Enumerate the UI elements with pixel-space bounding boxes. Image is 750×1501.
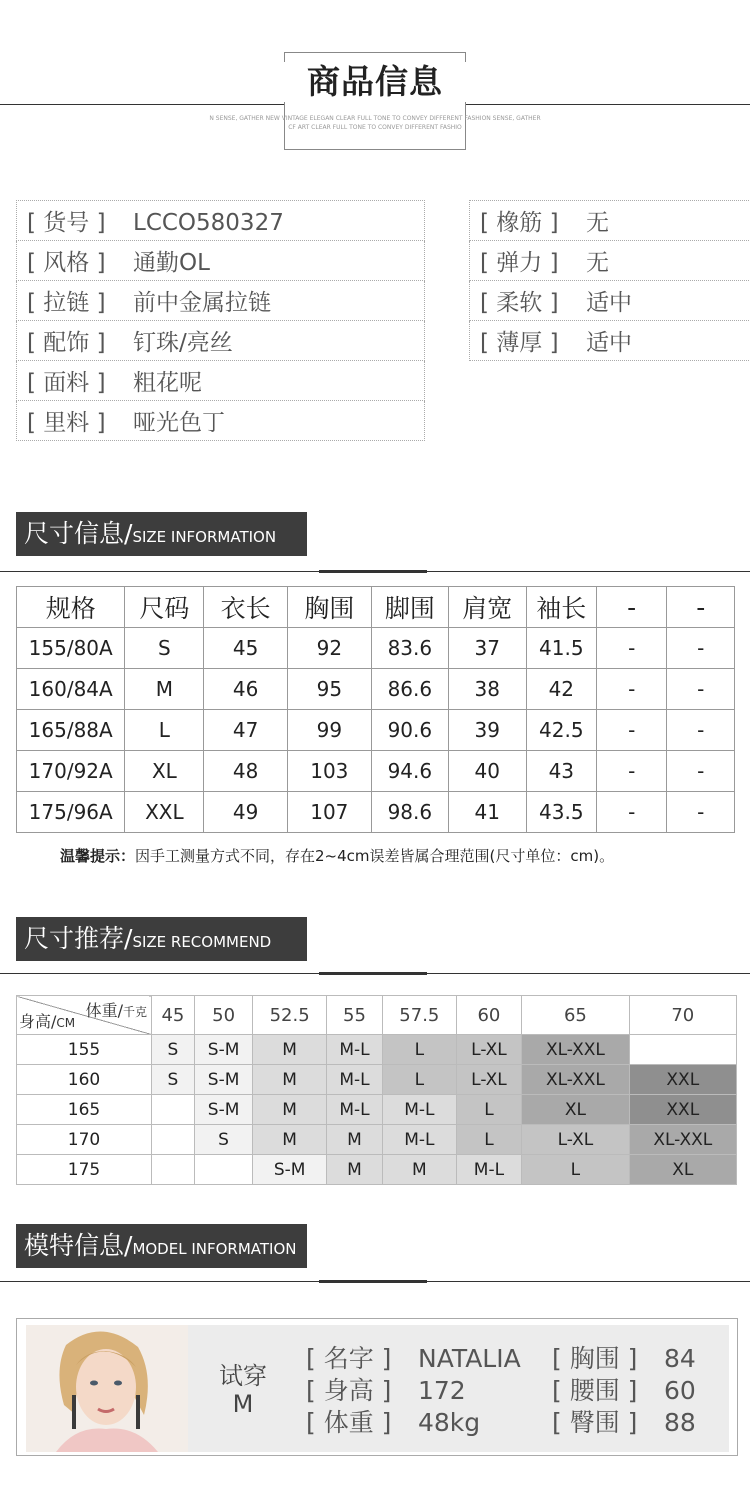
recommend-weight-header: 45 [152,996,195,1035]
model-left-key: [ 名字 ] [306,1344,392,1373]
corner-weight-text: 体重/ [85,1001,123,1020]
model-left-row [306,1343,521,1375]
try-on-size: M [232,1390,254,1418]
recommend-height-cell: 165 [17,1095,152,1125]
size-note-text: 因手工测量方式不同，存在2~4cm误差皆属合理范围(尺寸单位：cm)。 [135,847,615,865]
attribute-right-value: 适中 [586,330,632,356]
recommend-weight-header: 70 [629,996,736,1035]
model-right-value: 60 [664,1376,696,1405]
recommend-size-cell [194,1155,252,1185]
recommend-size-cell: M [326,1155,382,1185]
attribute-left-key: [ 里料 ] [27,410,106,436]
attribute-left-row [17,201,425,241]
size-table-header-cell: 脚围 [371,587,448,628]
attribute-right-row [470,201,750,241]
attribute-left-row [17,361,425,401]
size-table-cell: - [596,710,666,751]
attribute-left-value: LCCO580327 [133,210,284,236]
try-on-info [210,1362,276,1418]
attribute-left-cell [17,281,425,321]
recommend-size-cell: XL [522,1095,629,1125]
size-table-header-cell: 肩宽 [448,587,526,628]
recommend-size-cell: L-XL [456,1035,522,1065]
size-table-cell: 41 [448,792,526,833]
recommend-table [16,995,737,1185]
size-table-header-cell: 衣长 [204,587,288,628]
size-table-cell: - [667,628,735,669]
size-table-cell: 41.5 [526,628,596,669]
attribute-left-key: [ 面料 ] [27,370,106,396]
recommend-size-cell: M [253,1095,327,1125]
size-table-cell: 86.6 [371,669,448,710]
attribute-right-row [470,321,750,361]
attribute-left-cell [17,241,425,281]
header-subtitle-line2: CF ART CLEAR FULL TONE TO CONVEY DIFFERENT FASHIO [288,124,462,131]
attribute-right-cell [470,241,750,281]
attribute-left-cell [17,201,425,241]
recommend-height-cell: 175 [17,1155,152,1185]
attribute-right-value: 无 [586,250,609,276]
size-table-cell: - [667,669,735,710]
corner-height-label [19,1009,75,1032]
model-right-value: 84 [664,1344,696,1373]
attribute-left-value: 前中金属拉链 [133,290,271,316]
attribute-left-value: 通勤OL [133,250,210,276]
recommend-size-cell [629,1035,736,1065]
model-info-accent [319,1280,427,1283]
recommend-size-cell: L [383,1035,457,1065]
recommend-height-cell: 160 [17,1065,152,1095]
size-table-cell: 83.6 [371,628,448,669]
recommend-row [17,1095,737,1125]
recommend-size-cell [152,1125,195,1155]
size-table-row [17,751,735,792]
model-right-key: [ 胸围 ] [552,1344,638,1373]
recommend-size-cell: M-L [326,1035,382,1065]
size-table-cell: 103 [287,751,371,792]
attribute-left-row [17,241,425,281]
model-left-row [306,1375,521,1407]
size-table-row [17,792,735,833]
model-right-row [552,1343,696,1375]
size-table-cell: - [596,628,666,669]
size-recommend-title-en: SIZE RECOMMEND [132,933,272,951]
recommend-size-cell [152,1095,195,1125]
size-table-cell: 107 [287,792,371,833]
size-table-header-cell: 胸围 [287,587,371,628]
size-table-header-cell: - [667,587,735,628]
recommend-size-cell: L-XL [456,1065,522,1095]
recommend-weight-header: 60 [456,996,522,1035]
attribute-left-cell [17,361,425,401]
recommend-size-cell: M-L [383,1095,457,1125]
size-table-cell: - [596,751,666,792]
size-table-cell: 42.5 [526,710,596,751]
recommend-size-cell: L [522,1155,629,1185]
model-info-header [16,1224,307,1268]
size-table-cell: XXL [125,792,204,833]
recommend-size-cell: M [383,1155,457,1185]
attribute-left-key: [ 拉链 ] [27,290,106,316]
attribute-right-key: [ 弹力 ] [480,250,559,276]
model-right-key: [ 腰围 ] [552,1376,638,1405]
size-note-label: 温馨提示： [60,847,136,865]
size-table-cell: 98.6 [371,792,448,833]
size-table-cell: 155/80A [17,628,125,669]
recommend-size-cell: XL [629,1155,736,1185]
attribute-right-key: [ 薄厚 ] [480,330,559,356]
recommend-size-cell: L [456,1125,522,1155]
attribute-left-value: 粗花呢 [133,370,202,396]
size-recommend-header [16,917,307,961]
model-portrait-illustration [26,1325,188,1452]
size-note [60,845,740,866]
size-table-header-cell: 规格 [17,587,125,628]
recommend-size-cell: M-L [326,1065,382,1095]
recommend-height-cell: 170 [17,1125,152,1155]
size-table-header-cell: - [596,587,666,628]
model-info-title-cn: 模特信息/ [24,1231,133,1260]
attribute-right-value: 适中 [586,290,632,316]
recommend-size-cell: S-M [253,1155,327,1185]
recommend-size-cell: XXL [629,1095,736,1125]
attribute-right-cell [470,281,750,321]
attribute-right-row [470,281,750,321]
attribute-right-row [470,241,750,281]
attribute-right-key: [ 柔软 ] [480,290,559,316]
recommend-size-cell: L [456,1095,522,1125]
corner-weight-label [86,998,147,1021]
size-table-cell: 42 [526,669,596,710]
header-subtitle-line1: N SENSE, GATHER NEW VINTAGE ELEGAN CLEAR FULL TONE TO CONVEY DIFFERENT FASHION SENSE, GATHER [209,115,541,122]
recommend-size-cell: M-L [383,1125,457,1155]
recommend-weight-header: 50 [194,996,252,1035]
size-table-cell: XL [125,751,204,792]
size-table-cell: - [596,792,666,833]
size-table-cell: 38 [448,669,526,710]
size-table-cell: 49 [204,792,288,833]
model-fields-right [552,1343,696,1439]
recommend-row [17,1035,737,1065]
attribute-left-row [17,321,425,361]
recommend-size-cell: S-M [194,1065,252,1095]
size-info-accent [319,570,427,573]
model-left-value: 172 [418,1376,466,1405]
attribute-left-key: [ 货号 ] [27,210,106,236]
recommend-weight-header: 65 [522,996,629,1035]
recommend-size-cell: XL-XXL [629,1125,736,1155]
recommend-size-cell: M [253,1125,327,1155]
size-table-cell: - [667,751,735,792]
recommend-size-cell: XXL [629,1065,736,1095]
size-table-row [17,710,735,751]
size-table-cell: - [667,792,735,833]
size-table-cell: 99 [287,710,371,751]
model-left-key: [ 体重 ] [306,1408,392,1437]
size-table-cell: S [125,628,204,669]
size-table-header-row [17,587,735,628]
size-table-cell: 46 [204,669,288,710]
size-table [16,586,735,833]
size-table-cell: 175/96A [17,792,125,833]
recommend-weight-header: 52.5 [253,996,327,1035]
attribute-left-row [17,401,425,441]
attribute-right-cell [470,201,750,241]
recommend-size-cell: M [326,1125,382,1155]
model-left-value: 48kg [418,1408,481,1437]
recommend-size-cell: S [152,1035,195,1065]
recommend-size-cell: M [253,1065,327,1095]
model-photo [26,1325,188,1452]
size-table-cell: 37 [448,628,526,669]
model-left-value: NATALIA [418,1344,521,1373]
size-info-title-cn: 尺寸信息/ [24,519,133,548]
attribute-left-row [17,281,425,321]
attribute-left-value: 哑光色丁 [133,410,225,436]
page-title: 商品信息 [284,62,466,102]
attribute-right-value: 无 [586,210,609,236]
size-table-cell: 43.5 [526,792,596,833]
size-table-cell: - [596,669,666,710]
size-info-title-en: SIZE INFORMATION [132,528,277,546]
recommend-row [17,1065,737,1095]
size-table-row [17,628,735,669]
header-subtitle [200,114,550,132]
size-table-cell: 170/92A [17,751,125,792]
recommend-size-cell: S-M [194,1035,252,1065]
size-table-cell: 95 [287,669,371,710]
model-fields-left [306,1343,521,1439]
size-table-cell: 92 [287,628,371,669]
size-table-cell: 90.6 [371,710,448,751]
size-table-header-cell: 尺码 [125,587,204,628]
size-table-row [17,669,735,710]
recommend-row [17,1155,737,1185]
corner-height-unit: CM [56,1016,76,1030]
size-table-cell: M [125,669,204,710]
corner-height-text: 身高/ [19,1012,57,1031]
model-right-key: [ 臀围 ] [552,1408,638,1437]
model-right-row [552,1407,696,1439]
recommend-size-cell: L-XL [522,1125,629,1155]
size-info-header [16,512,307,556]
size-table-cell: 43 [526,751,596,792]
recommend-size-cell: M [253,1035,327,1065]
recommend-corner-cell [17,996,152,1035]
size-table-cell: 45 [204,628,288,669]
size-table-cell: 48 [204,751,288,792]
recommend-size-cell [152,1155,195,1185]
size-table-cell: 47 [204,710,288,751]
attribute-right-cell [470,321,750,361]
attribute-right-key: [ 橡筋 ] [480,210,559,236]
recommend-size-cell: XL-XXL [522,1065,629,1095]
model-left-key: [ 身高 ] [306,1376,392,1405]
attributes-left-table [16,200,425,441]
model-left-row [306,1407,521,1439]
model-right-value: 88 [664,1408,696,1437]
recommend-row [17,1125,737,1155]
recommend-size-cell: S [194,1125,252,1155]
recommend-size-cell: S [152,1065,195,1095]
size-table-cell: 39 [448,710,526,751]
recommend-weight-header: 55 [326,996,382,1035]
size-table-cell: 94.6 [371,751,448,792]
size-table-cell: 165/88A [17,710,125,751]
attributes-right-table [469,200,750,361]
model-right-row [552,1375,696,1407]
size-table-cell: - [667,710,735,751]
recommend-header-row [17,996,737,1035]
size-table-cell: L [125,710,204,751]
attribute-left-cell [17,321,425,361]
attribute-left-value: 钉珠/亮丝 [133,330,233,356]
recommend-size-cell: S-M [194,1095,252,1125]
recommend-size-cell: XL-XXL [522,1035,629,1065]
size-recommend-title-cn: 尺寸推荐/ [24,924,133,953]
try-on-label: 试穿 [219,1362,267,1390]
attribute-left-cell [17,401,425,441]
recommend-size-cell: M-L [456,1155,522,1185]
model-info-title-en: MODEL INFORMATION [132,1240,297,1258]
recommend-size-cell: L [383,1065,457,1095]
recommend-weight-header: 57.5 [383,996,457,1035]
size-table-cell: 160/84A [17,669,125,710]
size-recommend-accent [319,972,427,975]
attribute-left-key: [ 配饰 ] [27,330,106,356]
recommend-size-cell: M-L [326,1095,382,1125]
attribute-left-key: [ 风格 ] [27,250,106,276]
recommend-height-cell: 155 [17,1035,152,1065]
size-table-cell: 40 [448,751,526,792]
size-table-header-cell: 袖长 [526,587,596,628]
corner-weight-unit: 千克 [122,1005,147,1019]
